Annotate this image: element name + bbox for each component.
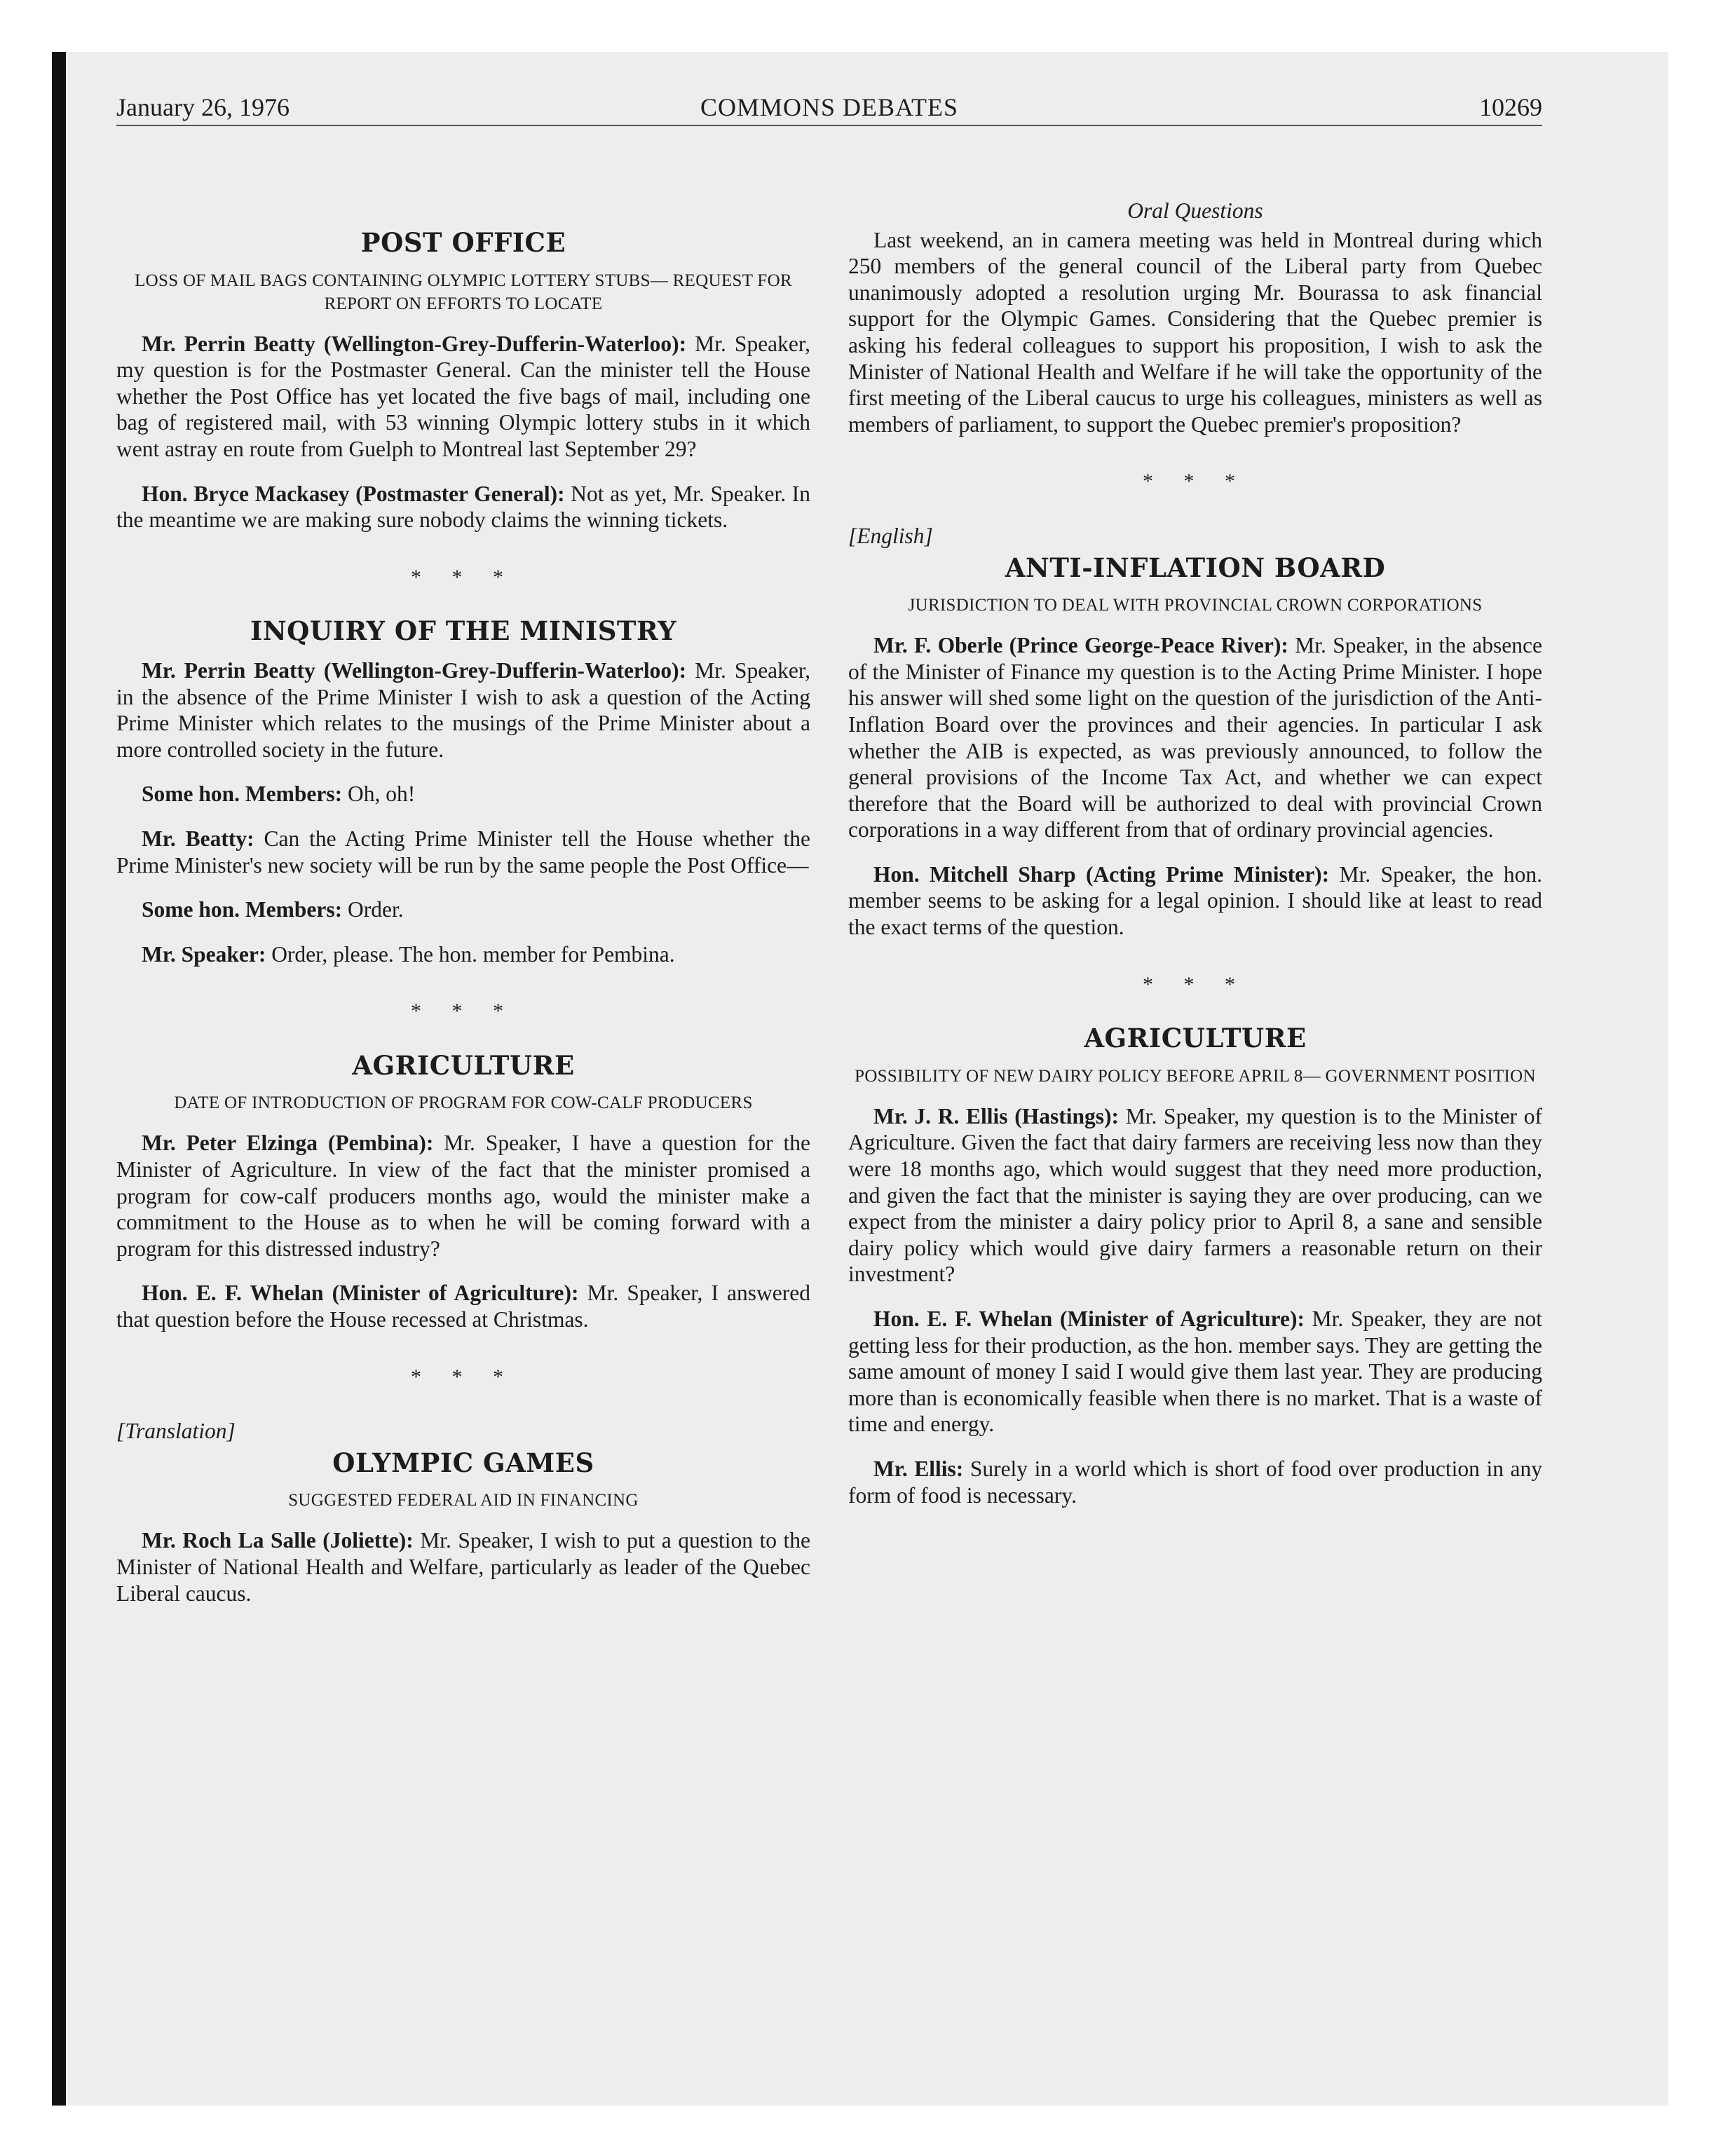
language-note: [English] <box>848 523 933 548</box>
speech-text: Can the Acting Prime Minister tell the House whether the Prime Minister's new society will be run by the same people the Post Office— <box>116 826 810 878</box>
header-title: COMMONS DEBATES <box>700 93 959 121</box>
paragraph <box>848 1456 1542 1508</box>
section-heading-post-office: POST OFFICE <box>360 227 566 258</box>
section-divider: * * * <box>1143 972 1248 996</box>
speaker-name: Hon. Bryce Mackasey (Postmaster General): <box>142 481 565 506</box>
section-divider: * * * <box>411 565 516 589</box>
paragraph <box>116 1130 810 1262</box>
paragraph <box>848 861 1542 941</box>
paragraph <box>848 1306 1542 1438</box>
paragraph <box>116 1527 810 1606</box>
section-heading-olympic-games: OLYMPIC GAMES <box>332 1447 594 1478</box>
speech-text: Oh, oh! <box>342 782 416 807</box>
speech-text: Last weekend, an in camera meeting was held in Montreal during which 250 members of the general council of the Liberal party from Quebec unanimously adopted a resolution urging Mr. Bourassa to ask financial support for the Olympic Games. Considering that the Quebec premier is asking his federal colleagues to support his proposition, I wish to ask the Minister of National Health and Welfare if he will take the opportunity of the first meeting of the Liberal caucus to urge his colleagues, ministers as well as members of parliament, to support the Quebec premier's proposition? <box>848 227 1542 437</box>
speaker-name: Hon. Mitchell Sharp (Acting Prime Minister): <box>873 861 1330 887</box>
speech-text: Mr. Speaker, the hon. member seems to be asking for a legal opinion. I should like at least to read the exact terms of the question. <box>848 861 1543 940</box>
speaker-name: Mr. Perrin Beatty (Wellington-Grey-Dufferin-Waterloo): <box>142 657 687 683</box>
page-header <box>116 88 1542 126</box>
speaker-name: Mr. F. Oberle (Prince George-Peace River): <box>873 633 1288 658</box>
header-page-number: 10269 <box>1479 93 1542 121</box>
section-heading-inquiry: INQUIRY OF THE MINISTRY <box>250 615 676 647</box>
speech-text: Mr. Speaker, my question is to the Minister of Agriculture. Given the fact that dairy farmers are receiving less now than they were 18 months ago, which would suggest that they need more production, and given the fact that the minister is saying they are over producing, can we expect from the minister a dairy policy prior to April 8, a sane and sensible dairy policy which would give dairy farmers a reasonable return on their investment? <box>848 1103 1542 1287</box>
section-heading-anti-inflation-board: ANTI-INFLATION BOARD <box>1005 552 1386 583</box>
section-divider: * * * <box>411 999 516 1023</box>
speech-text: Mr. Speaker, I wish to put a question to the Minister of National Health and Welfare, particularly as leader of the Quebec Liberal caucus. <box>116 1528 810 1606</box>
paragraph <box>116 941 810 968</box>
header-date: January 26, 1976 <box>116 93 290 121</box>
section-heading-agriculture: AGRICULTURE <box>352 1049 575 1081</box>
paragraph <box>116 1280 810 1332</box>
section-divider: * * * <box>1143 470 1248 493</box>
speech-text: Mr. Speaker, in the absence of the Prime Minister I wish to ask a question of the Acting Prime Minister which relates to the musings of the Prime Minister about a more controlled society in the future. <box>116 657 811 762</box>
speaker-name: Mr. Peter Elzinga (Pembina): <box>142 1131 434 1156</box>
paragraph <box>848 1103 1542 1288</box>
speaker-name: Mr. J. R. Ellis (Hastings): <box>873 1103 1120 1128</box>
speech-text: Surely in a world which is short of food over production in any form of food is necessary. <box>848 1456 1542 1508</box>
speaker-name: Mr. Speaker: <box>142 941 266 967</box>
paragraph <box>848 632 1542 843</box>
speech-text: Mr. Speaker, I answered that question before the House recessed at Christmas. <box>116 1281 810 1332</box>
right-column <box>848 137 1542 1527</box>
speech-text: Mr. Speaker, they are not getting less for their production, as the hon. member says. They are getting the same amount of money I said I would give them last year. They are producing more than is economically feasible when there is no market. That is a waste of time and energy. <box>848 1306 1542 1437</box>
paragraph <box>116 657 810 763</box>
speaker-name: Mr. Perrin Beatty (Wellington-Grey-Dufferin-Waterloo): <box>142 331 687 356</box>
paragraph <box>116 781 810 807</box>
paragraph <box>848 227 1542 438</box>
paragraph <box>116 896 810 923</box>
speaker-name: Hon. E. F. Whelan (Minister of Agriculture): <box>142 1281 579 1306</box>
speaker-name: Hon. E. F. Whelan (Minister of Agriculture): <box>873 1306 1305 1331</box>
speech-text: Order, please. The hon. member for Pembina. <box>266 941 675 967</box>
speaker-name: Mr. Beatty: <box>142 826 254 851</box>
subheading-federal-aid: SUGGESTED FEDERAL AID IN FINANCING <box>288 1491 639 1510</box>
subheading-mail-bags: LOSS OF MAIL BAGS CONTAINING OLYMPIC LOTTERY STUBS— REQUEST FOR REPORT ON EFFORTS TO LOCATE <box>135 271 792 313</box>
left-column <box>116 137 810 1625</box>
section-heading-agriculture-dairy: AGRICULTURE <box>1084 1023 1307 1054</box>
speaker-name: Mr. Roch La Salle (Joliette): <box>142 1528 414 1553</box>
subheading-dairy-policy: POSSIBILITY OF NEW DAIRY POLICY BEFORE APRIL 8— GOVERNMENT POSITION <box>855 1066 1536 1086</box>
speaker-name: Mr. Ellis: <box>873 1456 964 1481</box>
speech-text: Mr. Speaker, in the absence of the Minister of Finance my question is to the Acting Prime Minister. I hope his answer will shed some light on the question of the jurisdiction of the Anti-Inflation Board over the provinces and their agencies. In particular I ask whether the AIB is expected, as was previously announced, to follow the general provisions of the Income Tax Act, and whether we can expect therefore that the Board will be authorized to deal with provincial Crown corporations in a way different from that of ordinary provincial agencies. <box>848 633 1542 842</box>
speaker-name: Some hon. Members: <box>142 782 343 807</box>
scan-edge <box>52 52 66 2106</box>
speech-text: Order. <box>342 897 404 922</box>
speech-text: Not as yet, Mr. Speaker. In the meantime we are making sure nobody claims the winning tickets. <box>116 481 810 533</box>
speech-text: Mr. Speaker, I have a question for the Minister of Agriculture. In view of the fact that the minister promised a program for cow-calf producers months ago, would the minister make a commitment to the House as to when he will be coming forward with a program for this distressed industry? <box>116 1131 811 1261</box>
paragraph <box>116 481 810 533</box>
language-note: [Translation] <box>116 1419 236 1444</box>
paragraph <box>116 331 810 463</box>
section-divider: * * * <box>411 1365 516 1389</box>
subheading-crown-corporations: JURISDICTION TO DEAL WITH PROVINCIAL CROWN CORPORATIONS <box>908 596 1483 615</box>
subheading-cow-calf: DATE OF INTRODUCTION OF PROGRAM FOR COW-CALF PRODUCERS <box>174 1093 753 1113</box>
running-head: Oral Questions <box>1127 198 1263 223</box>
speech-text: Mr. Speaker, my question is for the Postmaster General. Can the minister tell the House whether the Post Office has yet located the five bags of mail, including one bag of registered mail, with 53 winning Olympic lottery stubs in it which went astray en route from Guelph to Montreal last September 29? <box>116 331 811 461</box>
speaker-name: Some hon. Members: <box>142 897 343 922</box>
paragraph <box>116 826 810 878</box>
